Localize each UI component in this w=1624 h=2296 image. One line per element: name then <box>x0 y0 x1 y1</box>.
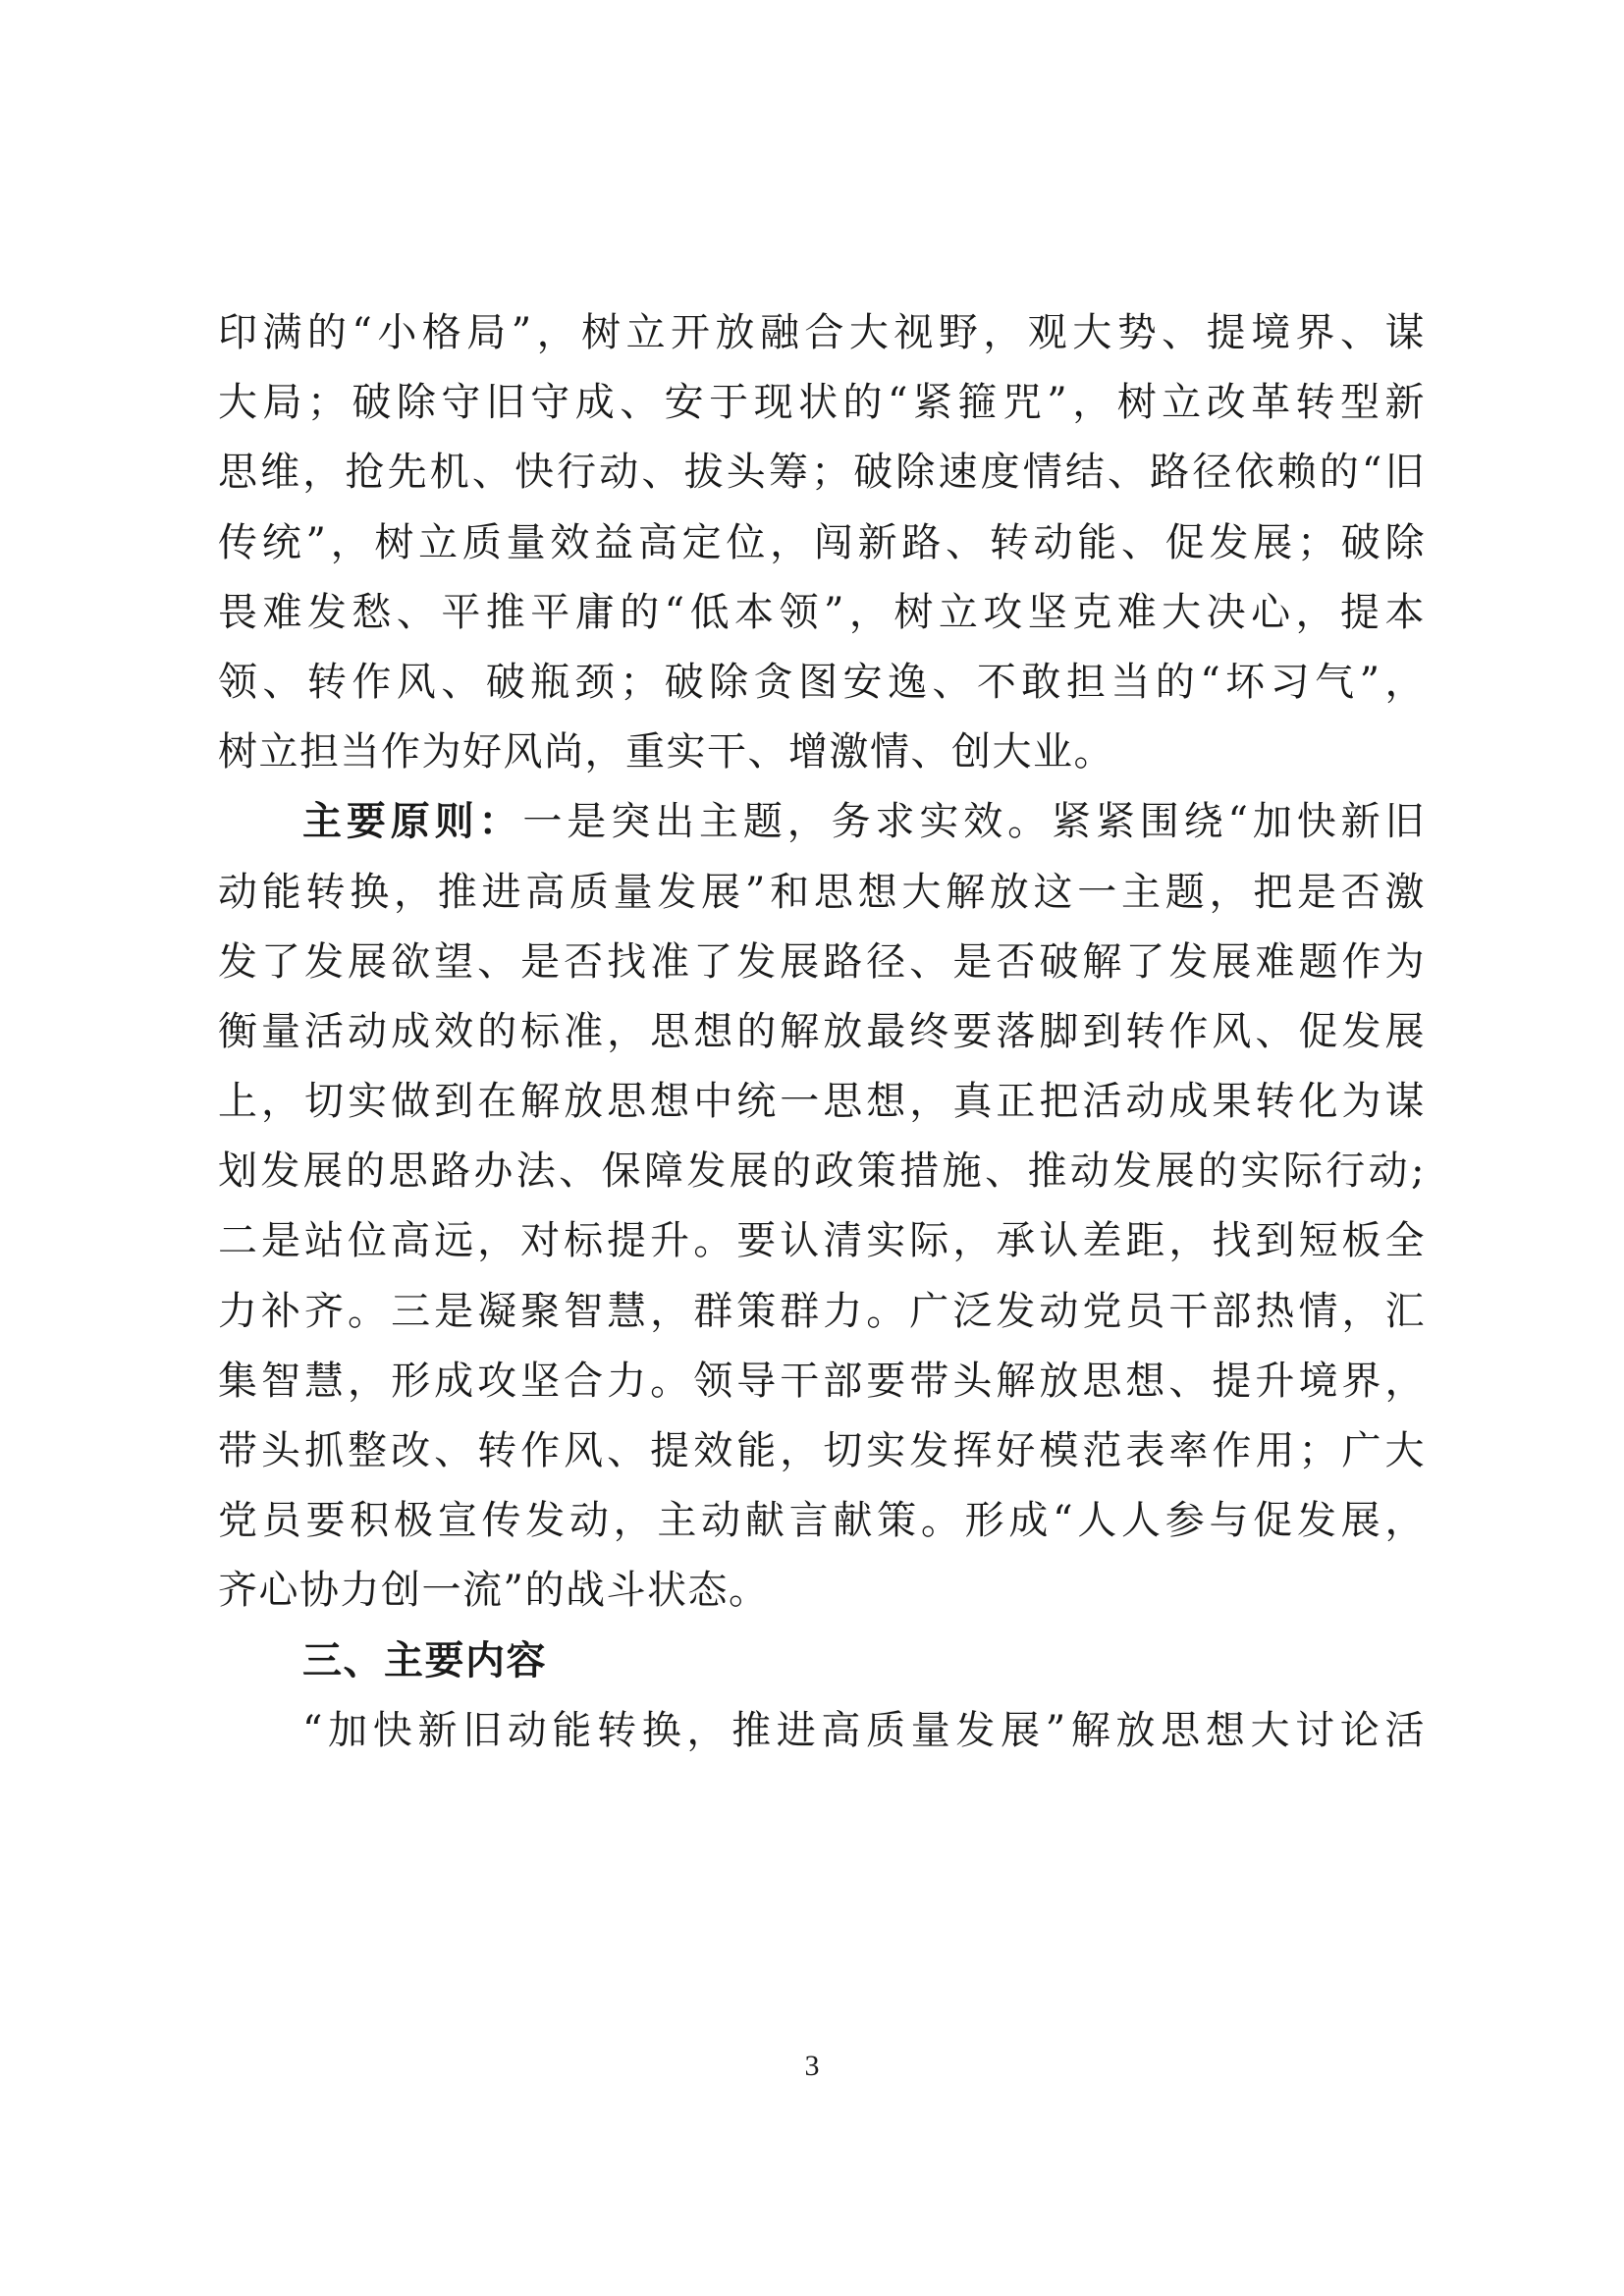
paragraph-line: 印满的“小格局”，树立开放融合大视野，观大势、提境界、谋 <box>218 310 1426 355</box>
page-number: 3 <box>804 2050 820 2082</box>
paragraph-line: 动能转换，推进高质量发展”和思想大解放这一主题，把是否激 <box>218 869 1426 915</box>
paragraph-line: 上，切实做到在解放思想中统一思想，真正把活动成果转化为谋 <box>218 1079 1426 1125</box>
principles-label: 主要原则： <box>302 799 523 845</box>
paragraph-line: 力补齐。三是凝聚智慧，群策群力。广泛发动党员干部热情，汇 <box>218 1288 1426 1334</box>
principles-text: 一是突出主题，务求实效。紧紧围绕“加快新旧 <box>522 799 1427 845</box>
principles-first-line <box>218 787 1426 857</box>
paragraph-line: 思维，抢先机、快行动、拔头筹；破除速度情结、路径依赖的“旧 <box>218 450 1426 496</box>
section-first-line: “加快新旧动能转换，推进高质量发展”解放思想大讨论活 <box>302 1707 1426 1753</box>
paragraph-line: 领、转作风、破瓶颈；破除贪图安逸、不敢担当的“坏习气”， <box>218 659 1426 705</box>
section-heading: 三、主要内容 <box>302 1637 547 1683</box>
paragraph-line: 衡量活动成效的标准，思想的解放最终要落脚到转作风、促发展 <box>218 1008 1426 1054</box>
paragraph-line: 传统”，树立质量效益高定位，闯新路、转动能、促发展；破除 <box>218 519 1426 565</box>
paragraph-line: 树立担当作为好风尚，重实干、增激情、创大业。 <box>218 729 1114 775</box>
paragraph-line: 二是站位高远，对标提升。要认清实际，承认差距，找到短板全 <box>218 1218 1426 1264</box>
paragraph-line: 带头抓整改、转作风、提效能，切实发挥好模范表率作用；广大 <box>218 1428 1426 1473</box>
paragraph-line: 集智慧，形成攻坚合力。领导干部要带头解放思想、提升境界， <box>218 1358 1426 1404</box>
paragraph-line: 大局；破除守旧守成、安于现状的“紧箍咒”，树立改革转型新 <box>218 380 1426 426</box>
body-text <box>218 298 1426 1766</box>
paragraph-line: 划发展的思路办法、保障发展的政策措施、推动发展的实际行动; <box>218 1148 1426 1195</box>
paragraph-line: 党员要积极宣传发动，主动献言献策。形成“人人参与促发展， <box>218 1498 1426 1544</box>
paragraph-line: 发了发展欲望、是否找准了发展路径、是否破解了发展难题作为 <box>218 938 1426 985</box>
paragraph-line: 齐心协力创一流”的战斗状态。 <box>218 1568 770 1614</box>
paragraph-line: 畏难发愁、平推平庸的“低本领”，树立攻坚克难大决心，提本 <box>218 589 1426 635</box>
